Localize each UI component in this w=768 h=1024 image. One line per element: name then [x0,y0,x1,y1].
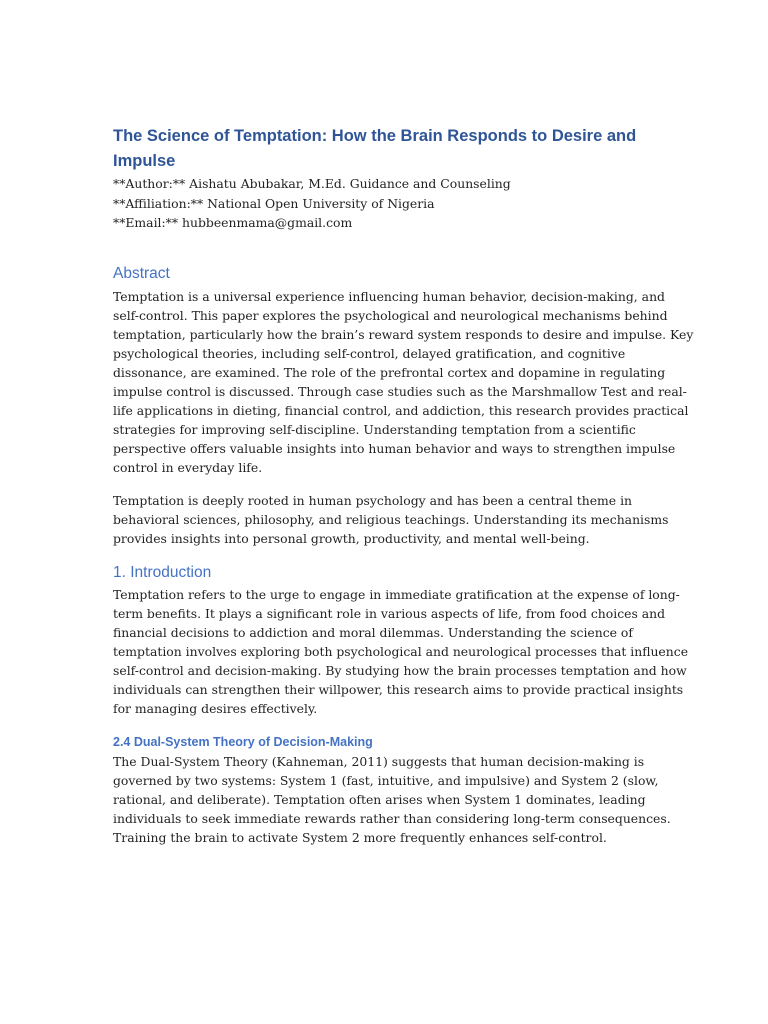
text-line: dissonance, are examined. The role of the prefrontal cortex and dopamine in regulating [113,365,666,380]
text-line: behavioral sciences, philosophy, and religious teachings. Understanding its mechanisms [113,512,669,527]
introduction-heading: 1. Introduction [113,564,212,581]
text-line: strategies for improving self-discipline. Understanding temptation from a scientific [113,422,636,437]
introduction-paragraph [113,585,688,718]
abstract-paragraph-2 [113,491,668,548]
author-block [113,174,511,233]
abstract-heading: Abstract [113,265,170,282]
text-line: The Dual-System Theory (Kahneman, 2011) suggests that human decision-making is [113,754,645,769]
title-line: The Science of Temptation: How the Brain Responds to Desire and [113,127,637,145]
text-line: for managing desires effectively. [113,701,318,716]
text-line: Temptation is a universal experience influencing human behavior, decision-making, and [113,289,665,304]
email-line: **Email:** hubbeenmama@gmail.com [113,215,353,230]
text-line: control in everyday life. [113,460,263,475]
dual-system-heading: 2.4 Dual-System Theory of Decision-Making [113,735,373,749]
text-line: Temptation is deeply rooted in human psychology and has been a central theme in [113,493,633,508]
text-line: self-control. This paper explores the psychological and neurological mechanisms behind [113,308,668,323]
text-line: temptation involves exploring both psychological and neurological processes that influence [113,644,689,659]
author-line: **Author:** Aishatu Abubakar, M.Ed. Guidance and Counseling [113,176,511,191]
text-line: governed by two systems: System 1 (fast, intuitive, and impulsive) and System 2 (slow, [113,773,659,788]
title-line: Impulse [113,152,176,170]
abstract-paragraph [113,287,693,477]
document-title [113,124,643,174]
text-line: self-control and decision-making. By studying how the brain processes temptation and how [113,663,687,678]
text-line: life applications in dieting, financial control, and addiction, this research provides practical [113,403,689,418]
text-line: financial decisions to addiction and moral dilemmas. Understanding the science of [113,625,633,640]
dual-system-paragraph [113,752,671,847]
text-line: Training the brain to activate System 2 more frequently enhances self-control. [113,830,607,845]
text-line: Temptation refers to the urge to engage in immediate gratification at the expense of long- [113,587,680,602]
text-line: provides insights into personal growth, productivity, and mental well-being. [113,531,590,546]
text-line: individuals to seek immediate rewards rather than considering long-term consequences. [113,811,671,826]
text-line: impulse control is discussed. Through case studies such as the Marshmallow Test and real- [113,384,687,399]
text-line: rational, and deliberate). Temptation often arises when System 1 dominates, leading [113,792,646,807]
text-line: temptation, particularly how the brain’s reward system responds to desire and impulse. Key [113,327,694,342]
text-line: psychological theories, including self-control, delayed gratification, and cognitive [113,346,626,361]
text-line: term benefits. It plays a significant role in various aspects of life, from food choices and [113,606,666,621]
text-line: individuals can strengthen their willpower, this research aims to provide practical insights [113,682,684,697]
text-line: perspective offers valuable insights into human behavior and ways to strengthen impulse [113,441,676,456]
affiliation-line: **Affiliation:** National Open University of Nigeria [113,195,435,211]
